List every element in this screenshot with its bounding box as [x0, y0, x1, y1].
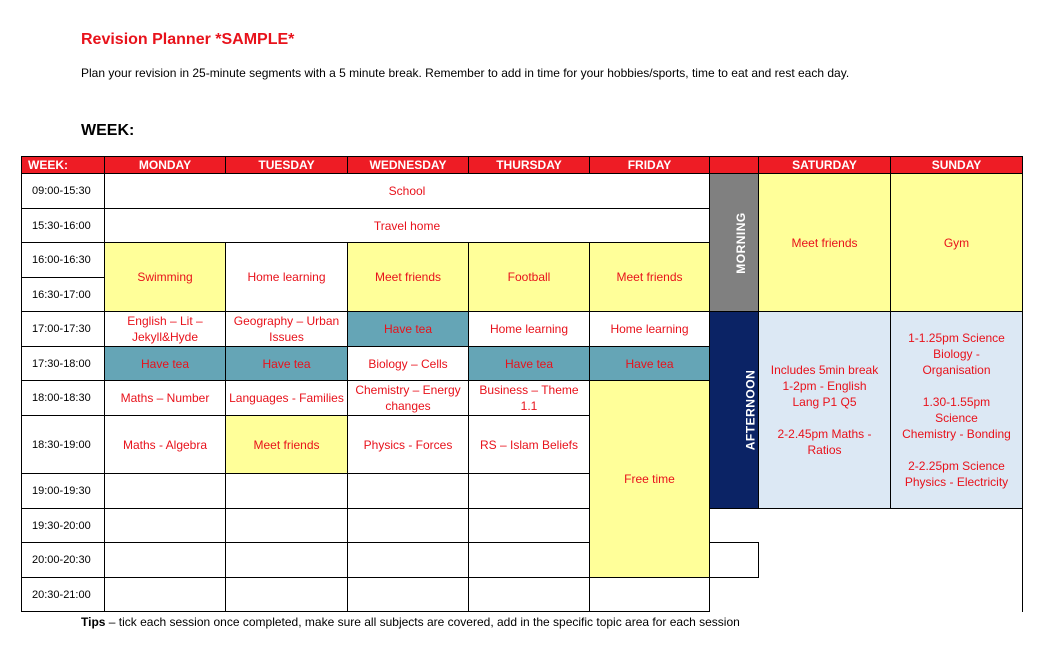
sun-afternoon-spacer [894, 442, 1019, 458]
cell-fri-2000[interactable] [710, 543, 759, 578]
tips-text: – tick each session once completed, make sure all subjects are covered, add in the specific topic area for each session [105, 615, 740, 629]
header-sunday: SUNDAY [891, 157, 1023, 174]
sat-afternoon-spacer [762, 410, 887, 426]
cell-thu-2030[interactable] [469, 578, 590, 612]
intro-text: Plan your revision in 25-minute segments with a 5 minute break. Remember to add in time for your hobbies/sports, time to eat and rest each day. [81, 66, 850, 80]
cell-tue-1700[interactable]: Geography – Urban Issues [226, 312, 348, 347]
week-heading: WEEK: [81, 122, 135, 139]
cell-thu-1930[interactable] [469, 509, 590, 543]
cell-mon-1600[interactable]: Swimming [105, 243, 226, 312]
revision-planner-table [21, 156, 1023, 612]
page-title: Revision Planner *SAMPLE* [81, 31, 295, 48]
tips-label: Tips [81, 615, 106, 629]
header-saturday: SATURDAY [759, 157, 891, 174]
cell-mon-2000[interactable] [105, 543, 226, 578]
cell-tue-1800[interactable]: Languages - Families [226, 381, 348, 416]
cell-thu-1900[interactable] [469, 474, 590, 509]
cell-mon-2030[interactable] [105, 578, 226, 612]
cell-fri-2030[interactable] [590, 578, 710, 612]
period-morning-label [710, 174, 759, 312]
cell-tue-1600[interactable]: Home learning [226, 243, 348, 312]
sat-afternoon-line: Includes 5min break [770, 363, 879, 377]
header-thursday: THURSDAY [469, 157, 590, 174]
header-monday: MONDAY [105, 157, 226, 174]
cell-thu-1700[interactable]: Home learning [469, 312, 590, 347]
cell-mon-1930[interactable] [105, 509, 226, 543]
sun-afternoon-line: 2-2.25pm Science [908, 459, 1005, 473]
time-slot: 16:30-17:00 [22, 278, 105, 312]
header-tuesday: TUESDAY [226, 157, 348, 174]
cell-mon-1800[interactable]: Maths – Number [105, 381, 226, 416]
cell-wed-2030[interactable] [348, 578, 469, 612]
cell-wed-2000[interactable] [348, 543, 469, 578]
time-slot: 19:30-20:00 [22, 509, 105, 543]
cell-fri-1600[interactable]: Meet friends [590, 243, 710, 312]
cell-fri-1730[interactable]: Have tea [590, 347, 710, 381]
cell-fri-1800[interactable]: Free time [590, 381, 710, 578]
time-slot: 18:30-19:00 [22, 416, 105, 474]
cell-thu-1800[interactable]: Business – Theme 1.1 [469, 381, 590, 416]
header-week: WEEK: [22, 157, 105, 174]
cell-sat-morning[interactable]: Meet friends [759, 174, 891, 312]
sat-afternoon-line: Lang P1 Q5 [792, 395, 857, 409]
sun-afternoon-line: 1-1.25pm Science [908, 331, 1005, 345]
time-slot: 17:00-17:30 [22, 312, 105, 347]
cell-school[interactable]: School [105, 174, 710, 209]
cell-wed-1930[interactable] [348, 509, 469, 543]
cell-tue-1730[interactable]: Have tea [226, 347, 348, 381]
sat-afternoon-line: 1-2pm - English [782, 379, 867, 393]
sun-afternoon-line: Biology - [933, 347, 980, 361]
cell-mon-1830[interactable]: Maths - Algebra [105, 416, 226, 474]
cell-sat-afternoon[interactable] [759, 312, 891, 509]
sun-afternoon-spacer [894, 378, 1019, 394]
cell-thu-1600[interactable]: Football [469, 243, 590, 312]
cell-fri-1700[interactable]: Home learning [590, 312, 710, 347]
cell-wed-1600[interactable]: Meet friends [348, 243, 469, 312]
cell-tue-1900[interactable] [226, 474, 348, 509]
sun-afternoon-line: Physics - Electricity [904, 475, 1009, 489]
cell-mon-1700[interactable]: English – Lit – Jekyll&Hyde [105, 312, 226, 347]
cell-mon-1730[interactable]: Have tea [105, 347, 226, 381]
sun-afternoon-line: Organisation [922, 363, 991, 377]
cell-tue-2000[interactable] [226, 543, 348, 578]
header-period-gap [710, 157, 759, 174]
cell-thu-1830[interactable]: RS – Islam Beliefs [469, 416, 590, 474]
cell-wed-1730[interactable]: Biology – Cells [348, 347, 469, 381]
cell-wed-1900[interactable] [348, 474, 469, 509]
cell-sun-morning[interactable]: Gym [891, 174, 1023, 312]
cell-wed-1700[interactable]: Have tea [348, 312, 469, 347]
cell-wed-1830[interactable]: Physics - Forces [348, 416, 469, 474]
cell-thu-1730[interactable]: Have tea [469, 347, 590, 381]
cell-thu-2000[interactable] [469, 543, 590, 578]
sun-afternoon-line: Science [935, 411, 978, 425]
cell-sun-afternoon[interactable] [891, 312, 1023, 509]
cell-travel-home[interactable]: Travel home [105, 209, 710, 243]
time-slot: 16:00-16:30 [22, 243, 105, 278]
time-slot: 20:30-21:00 [22, 578, 105, 612]
afternoon-label-text: AFTERNOON [743, 369, 758, 451]
time-slot: 19:00-19:30 [22, 474, 105, 509]
header-friday: FRIDAY [590, 157, 710, 174]
period-afternoon-label [710, 312, 759, 509]
time-slot: 17:30-18:00 [22, 347, 105, 381]
header-wednesday: WEDNESDAY [348, 157, 469, 174]
morning-label-text: MORNING [733, 211, 748, 274]
sun-afternoon-line: Chemistry - Bonding [902, 427, 1011, 441]
sat-afternoon-line: 2-2.45pm Maths - [777, 427, 872, 441]
time-slot: 20:00-20:30 [22, 543, 105, 578]
cell-tue-1830[interactable]: Meet friends [226, 416, 348, 474]
cell-tue-1930[interactable] [226, 509, 348, 543]
sun-afternoon-line: 1.30-1.55pm [922, 395, 991, 409]
tips-note [81, 615, 740, 629]
cell-tue-2030[interactable] [226, 578, 348, 612]
sat-afternoon-line: Ratios [807, 443, 842, 457]
time-slot: 18:00-18:30 [22, 381, 105, 416]
cell-mon-1900[interactable] [105, 474, 226, 509]
cell-wed-1800[interactable]: Chemistry – Energy changes [348, 381, 469, 416]
time-slot: 15:30-16:00 [22, 209, 105, 243]
time-slot: 09:00-15:30 [22, 174, 105, 209]
